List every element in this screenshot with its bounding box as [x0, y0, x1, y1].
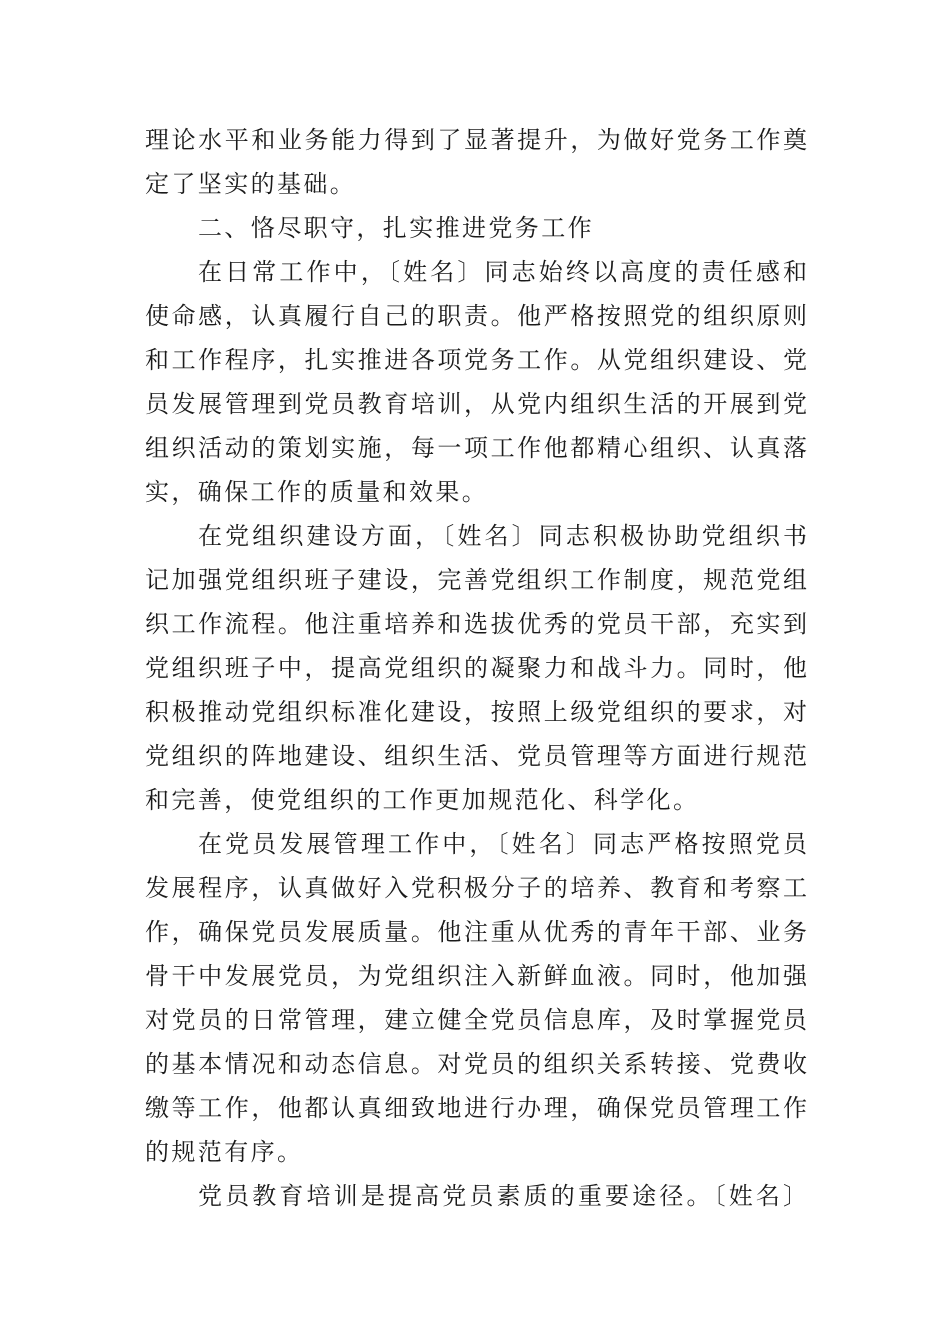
- body-text-line: 织工作流程。他注重培养和选拔优秀的党员干部，充实到: [145, 610, 807, 638]
- body-text-line: 缴等工作，他都认真细致地进行办理，确保党员管理工作: [145, 1094, 807, 1122]
- body-text-line: 积极推动党组织标准化建设，按照上级党组织的要求，对: [145, 698, 807, 726]
- body-text-line: 的规范有序。: [145, 1138, 304, 1166]
- body-text-line: 作，确保党员发展质量。他注重从优秀的青年干部、业务: [145, 918, 807, 946]
- body-text-line: 使命感，认真履行自己的职责。他严格按照党的组织原则: [145, 302, 807, 330]
- body-text-line: 在日常工作中，〔姓名〕同志始终以高度的责任感和: [198, 258, 807, 286]
- body-text-line: 党组织的阵地建设、组织生活、党员管理等方面进行规范: [145, 742, 807, 770]
- body-text-line: 员发展管理到党员教育培训，从党内组织生活的开展到党: [145, 390, 807, 418]
- body-text-line: 实，确保工作的质量和效果。: [145, 478, 489, 506]
- section-heading: 二、恪尽职守，扎实推进党务工作: [198, 214, 594, 242]
- body-text-line: 和完善，使党组织的工作更加规范化、科学化。: [145, 786, 700, 814]
- body-text-line: 定了坚实的基础。: [145, 170, 357, 198]
- body-text-line: 对党员的日常管理，建立健全党员信息库，及时掌握党员: [145, 1006, 807, 1034]
- body-text-line: 理论水平和业务能力得到了显著提升，为做好党务工作奠: [145, 126, 807, 154]
- body-text-line: 发展程序，认真做好入党积极分子的培养、教育和考察工: [145, 874, 807, 902]
- body-text-line: 和工作程序，扎实推进各项党务工作。从党组织建设、党: [145, 346, 807, 374]
- body-text-line: 骨干中发展党员，为党组织注入新鲜血液。同时，他加强: [145, 962, 807, 990]
- body-text-line: 在党组织建设方面，〔姓名〕同志积极协助党组织书: [198, 522, 807, 550]
- body-text-line: 在党员发展管理工作中，〔姓名〕同志严格按照党员: [198, 830, 807, 858]
- body-text-line: 的基本情况和动态信息。对党员的组织关系转接、党费收: [145, 1050, 807, 1078]
- body-text-line: 记加强党组织班子建设，完善党组织工作制度，规范党组: [145, 566, 807, 594]
- body-text-line: 组织活动的策划实施，每一项工作他都精心组织、认真落: [145, 434, 807, 462]
- body-text-line: 党组织班子中，提高党组织的凝聚力和战斗力。同时，他: [145, 654, 807, 682]
- body-text-line: 党员教育培训是提高党员素质的重要途径。〔姓名〕: [198, 1182, 807, 1210]
